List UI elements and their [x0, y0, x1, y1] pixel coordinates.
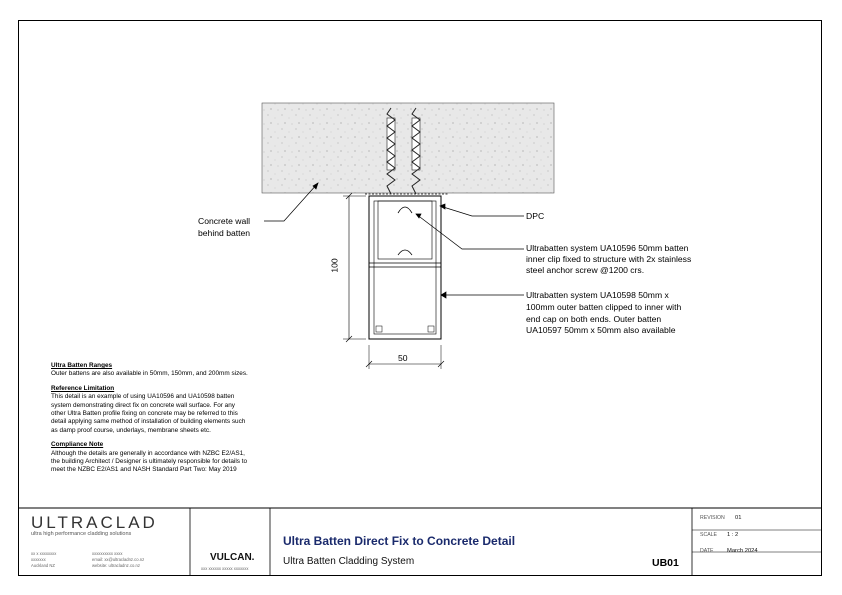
- scale-label: SCALE: [700, 532, 718, 538]
- callout-inner-clip-line1: Ultrabatten system UA10596 50mm batten: [526, 243, 689, 253]
- callout-concrete-wall-line2: behind batten: [198, 228, 251, 238]
- concrete-wall: [262, 103, 554, 193]
- date-label: DATE: [700, 548, 714, 554]
- callout-outer-batten-line4: UA10597 50mm x 50mm also available: [526, 325, 676, 335]
- note-heading-ranges: Ultra Batten Ranges: [51, 362, 113, 369]
- note-body-reference: This detail is an example of using UA10596 and UA10598 batten system demonstrating direct fix on concrete wall surface. For any other Ultra Batten profile fixing on concrete may be referred to this detail applying same method of installation of building elements such as damp proof course, underlays, membrane sheets etc.: [51, 393, 246, 434]
- drawing-number: UB01: [652, 557, 679, 569]
- callout-concrete-wall-line1: Concrete wall: [198, 216, 251, 226]
- drawing-title: Ultra Batten Direct Fix to Concrete Detail: [283, 534, 516, 548]
- partner-tagline: xxx xxxxxx xxxxx xxxxxxx: [201, 566, 249, 571]
- drawing-subtitle: Ultra Batten Cladding System: [283, 556, 415, 567]
- callout-dpc: DPC: [526, 211, 545, 221]
- outer-batten-profile: [369, 196, 441, 339]
- callout-inner-clip-line3: steel anchor screw @1200 crs.: [526, 265, 645, 275]
- brand-tagline: ultra high performance cladding solutions: [31, 531, 132, 537]
- callout-outer-batten-line3: end cap on both ends. Outer batten: [526, 314, 662, 324]
- callout-outer-batten-line1: Ultrabatten system UA10598 50mm x: [526, 290, 669, 300]
- revision-label: REVISION: [700, 515, 725, 521]
- callout-inner-clip-line2: inner clip fixed to structure with 2x stainless: [526, 254, 692, 264]
- date-value: March 2024: [727, 548, 758, 554]
- contact-address: xx x xxxxxxxx xxxxxxx Auckland NZ: [31, 551, 57, 568]
- note-heading-compliance: Compliance Note: [51, 441, 104, 449]
- contact-email: xxxxxxxxxx xxxx email: xx@ultracladnz.co.nz website: ultracladnz.co.nz: [92, 551, 145, 568]
- note-heading-reference: Reference Limitation: [51, 384, 115, 392]
- dimension-width-label: 50: [398, 353, 408, 363]
- note-body-ranges: Outer battens are also available in 50mm, 150mm, and 200mm sizes.: [51, 370, 248, 378]
- callout-outer-batten-line2: 100mm outer batten clipped to inner with: [526, 302, 682, 312]
- revision-value: 01: [735, 515, 742, 521]
- dimension-height: [343, 193, 366, 342]
- note-body-compliance: Although the details are generally in accordance with NZBC E2/AS1, the building Architect / Designer is ultimately responsible for details to meet the NZBC E2/AS1 and NASH Standard Part Two: May 2019: [51, 449, 248, 474]
- partner-logo: VULCAN.: [210, 552, 255, 563]
- notes-block: [51, 362, 311, 481]
- dimension-height-label: 100: [329, 258, 340, 273]
- scale-value: 1 : 2: [727, 532, 739, 538]
- brand-logo: ULTRACLAD: [31, 513, 158, 532]
